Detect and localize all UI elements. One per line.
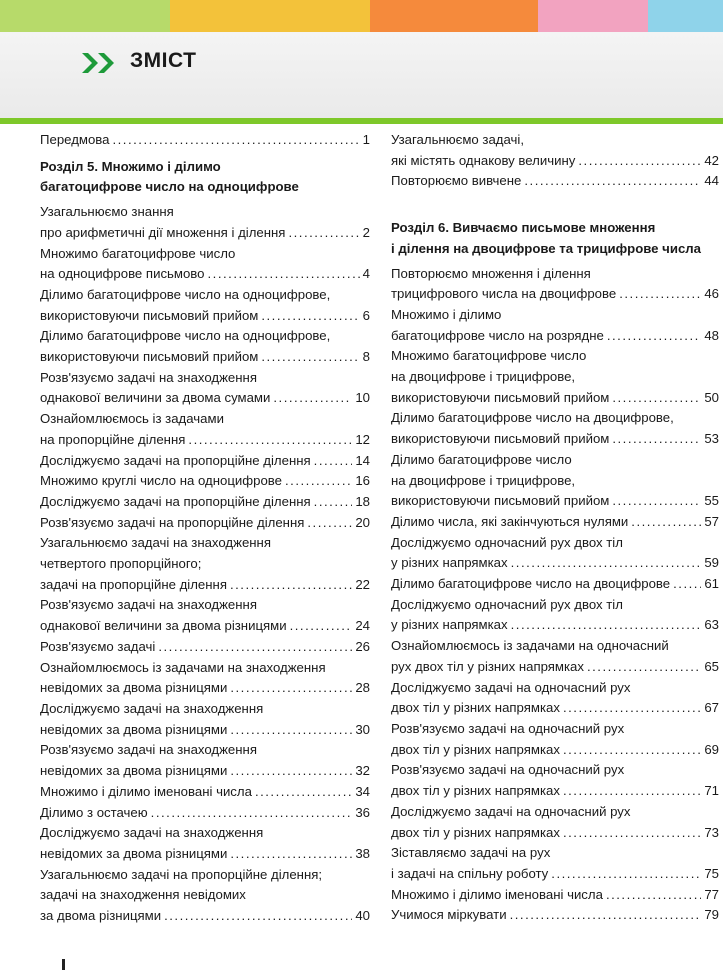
toc-page-number: 65 bbox=[704, 658, 719, 674]
toc-entry[interactable] bbox=[40, 740, 370, 781]
section-heading-line: Розділ 5. Множимо і ділимо bbox=[40, 158, 221, 174]
toc-entry-title: використовуючи письмовий прийом bbox=[391, 389, 610, 405]
toc-entry-title: Досліджуємо задачі на пропорційне ділення bbox=[40, 452, 311, 468]
toc-entry[interactable] bbox=[40, 368, 370, 409]
leader-dots bbox=[563, 823, 701, 844]
toc-entry-title: Досліджуємо задачі на знаходження bbox=[40, 700, 264, 716]
leader-dots bbox=[164, 906, 352, 927]
toc-page-number: 14 bbox=[355, 452, 370, 468]
leader-dots bbox=[563, 781, 701, 802]
toc-entry[interactable] bbox=[391, 678, 719, 719]
toc-entry-title: використовуючи письмовий прийом bbox=[391, 431, 610, 447]
leader-dots bbox=[612, 429, 701, 450]
toc-entry-title: Ознайомлюємось із задачами bbox=[40, 411, 224, 427]
leader-dots bbox=[188, 430, 352, 451]
toc-entry-title: за двома різницями bbox=[40, 908, 162, 924]
toc-entry-title: Розв'язуємо задачі на знаходження bbox=[40, 742, 257, 758]
header-divider bbox=[0, 118, 723, 124]
toc-entry-title: Розв'язуємо задачі bbox=[40, 638, 156, 654]
toc-entry-title: Передмова bbox=[40, 132, 110, 147]
toc-page-number: 50 bbox=[704, 389, 719, 405]
toc-entry-title: двох тіл у різних напрямках bbox=[391, 783, 560, 799]
leader-dots bbox=[606, 885, 701, 906]
toc-page-number: 6 bbox=[362, 307, 370, 323]
leader-dots bbox=[563, 740, 701, 761]
toc-page-number: 48 bbox=[704, 327, 719, 343]
toc-entry-title: однакової величини за двома різницями bbox=[40, 618, 287, 634]
leader-dots bbox=[314, 492, 353, 513]
toc-entry-title: Узагальнюємо задачі на знаходження bbox=[40, 535, 271, 551]
leader-dots bbox=[230, 844, 352, 865]
toc-entry[interactable] bbox=[40, 782, 370, 803]
leader-dots bbox=[631, 512, 701, 533]
leader-dots bbox=[158, 637, 352, 658]
leader-dots bbox=[612, 491, 701, 512]
toc-entry[interactable] bbox=[391, 264, 719, 305]
toc-entry[interactable] bbox=[40, 823, 370, 864]
leader-dots bbox=[612, 388, 701, 409]
toc-page-number: 24 bbox=[355, 618, 370, 634]
toc-entry-title: однакової величини за двома сумами bbox=[40, 390, 271, 406]
toc-entry-title: Ділимо багатоцифрове число bbox=[391, 451, 572, 467]
toc-entry-title: Ознайомлюємось із задачами на знаходження bbox=[40, 659, 326, 675]
toc-page-number: 77 bbox=[704, 886, 719, 902]
toc-entry-title: Узагальнюємо задачі, bbox=[391, 132, 524, 147]
toc-entry-title: Узагальнюємо задачі на пропорційне ділення; bbox=[40, 866, 323, 882]
toc-entry-title: двох тіл у різних напрямках bbox=[391, 700, 560, 716]
toc-entry[interactable] bbox=[40, 451, 370, 472]
top-color-stripe bbox=[0, 0, 723, 32]
toc-page-number: 30 bbox=[355, 721, 370, 737]
toc-entry-title: Повторюємо множення і ділення bbox=[391, 265, 591, 281]
toc-entry[interactable] bbox=[40, 513, 370, 534]
toc-entry-title: Розв'язуємо задачі на знаходження bbox=[40, 369, 257, 385]
toc-entry-title: використовуючи письмовий прийом bbox=[40, 307, 259, 323]
toc-entry[interactable] bbox=[391, 533, 719, 574]
toc-page-number: 8 bbox=[362, 349, 370, 365]
section-heading bbox=[40, 157, 370, 198]
toc-entry-title: невідомих за двома різницями bbox=[40, 763, 228, 779]
toc-page-number: 44 bbox=[704, 173, 719, 189]
toc-entry-title: у різних напрямках bbox=[391, 617, 508, 633]
toc-page-number: 57 bbox=[704, 513, 719, 529]
toc-entry-title: на пропорційне ділення bbox=[40, 431, 186, 447]
header-band bbox=[0, 32, 723, 118]
toc-page-number: 71 bbox=[704, 783, 719, 799]
toc-page-number: 22 bbox=[355, 576, 370, 592]
toc-entry[interactable] bbox=[391, 171, 719, 192]
toc-entry-title: двох тіл у різних напрямках bbox=[391, 741, 560, 757]
toc-entry-title: Повторюємо вивчене bbox=[391, 173, 522, 189]
toc-entry-title: на двоцифрове і трицифрове, bbox=[391, 472, 576, 488]
toc-entry-title: Множимо круглі число на одноцифрове bbox=[40, 473, 283, 489]
toc-page-number: 53 bbox=[704, 431, 719, 447]
toc-entry-title: Досліджуємо одночасний рух двох тіл bbox=[391, 596, 623, 612]
toc-entry[interactable] bbox=[40, 699, 370, 740]
toc-entry[interactable] bbox=[40, 130, 370, 151]
toc-entry-title: Учимося міркувати bbox=[391, 907, 507, 923]
toc-page-number: 63 bbox=[704, 617, 719, 633]
double-chevron-icon bbox=[80, 51, 120, 75]
toc-page-number: 79 bbox=[704, 907, 719, 923]
leader-dots bbox=[511, 615, 702, 636]
toc-entry-title: трицифрового числа на двоцифрове bbox=[391, 286, 617, 302]
toc-page-number: 28 bbox=[355, 680, 370, 696]
toc-entry-title: Узагальнюємо знання bbox=[40, 204, 174, 220]
toc-page-number: 36 bbox=[355, 804, 370, 820]
toc-entry-title: четвертого пропорційного; bbox=[40, 556, 202, 572]
toc-entry-title: Ділимо числа, які закінчуються нулями bbox=[391, 513, 629, 529]
stripe-segment bbox=[538, 0, 648, 32]
toc-page-number: 42 bbox=[704, 152, 719, 168]
toc-entry-title: Ознайомлюємось із задачами на одночасний bbox=[391, 638, 669, 654]
toc-page-number: 46 bbox=[704, 286, 719, 302]
toc-entry-title: які містять однакову величину bbox=[391, 152, 576, 168]
toc-entry-title: Розв'язуємо задачі на знаходження bbox=[40, 597, 257, 613]
toc-entry-title: у різних напрямках bbox=[391, 555, 508, 571]
leader-dots bbox=[673, 574, 701, 595]
toc-entry[interactable] bbox=[391, 408, 719, 449]
toc-entry-title: Досліджуємо задачі на знаходження bbox=[40, 825, 264, 841]
toc-entry[interactable] bbox=[40, 492, 370, 513]
toc-page-number: 4 bbox=[362, 266, 370, 282]
toc-entry-title: Множимо багатоцифрове число bbox=[391, 348, 587, 364]
toc-entry-title: Множимо і ділимо bbox=[391, 306, 502, 322]
toc-entry[interactable] bbox=[391, 574, 719, 595]
toc-entry-title: Досліджуємо задачі на одночасний рух bbox=[391, 803, 631, 819]
toc-entry[interactable] bbox=[391, 305, 719, 346]
toc-page-number: 34 bbox=[355, 783, 370, 799]
toc-entry[interactable] bbox=[391, 843, 719, 884]
toc-entry-title: Розв'язуємо задачі на пропорційне ділення bbox=[40, 514, 305, 530]
leader-dots bbox=[261, 306, 359, 327]
leader-dots bbox=[563, 698, 701, 719]
toc-entry[interactable] bbox=[391, 450, 719, 512]
leader-dots bbox=[290, 616, 353, 637]
toc-page-number: 26 bbox=[355, 638, 370, 654]
toc-entry-title: Ділимо багатоцифрове число на одноцифрове, bbox=[40, 286, 331, 302]
toc-entry-title: Ділимо з остачею bbox=[40, 804, 148, 820]
toc-column-right bbox=[391, 130, 719, 926]
toc-page-number: 61 bbox=[704, 576, 719, 592]
toc-entry[interactable] bbox=[40, 202, 370, 243]
toc-entry-title: невідомих за двома різницями bbox=[40, 845, 228, 861]
toc-entry[interactable] bbox=[40, 326, 370, 367]
leader-dots bbox=[151, 803, 353, 824]
toc-entry[interactable] bbox=[40, 285, 370, 326]
toc-entry[interactable] bbox=[40, 471, 370, 492]
toc-page-number: 32 bbox=[355, 763, 370, 779]
toc-entry-title: Ділимо багатоцифрове число на двоцифрове, bbox=[391, 410, 674, 426]
toc-entry[interactable] bbox=[391, 512, 719, 533]
toc-entry-title: Множимо і ділимо іменовані числа bbox=[40, 783, 252, 799]
leader-dots bbox=[230, 761, 352, 782]
toc-entry[interactable] bbox=[40, 865, 370, 927]
page-edge-mark bbox=[62, 959, 65, 970]
toc-entry-title: рух двох тіл у різних напрямках bbox=[391, 658, 584, 674]
toc-entry-title: про арифметичні дії множення і ділення bbox=[40, 224, 286, 240]
toc-entry-title: задачі на пропорційне ділення bbox=[40, 576, 227, 592]
toc-entry-title: Множимо багатоцифрове число bbox=[40, 245, 236, 261]
leader-dots bbox=[524, 171, 701, 192]
leader-dots bbox=[607, 326, 702, 347]
toc-entry[interactable] bbox=[391, 130, 719, 171]
stripe-segment bbox=[170, 0, 370, 32]
leader-dots bbox=[285, 471, 352, 492]
toc-page-number: 12 bbox=[355, 431, 370, 447]
toc-entry[interactable] bbox=[391, 636, 719, 677]
leader-dots bbox=[273, 388, 352, 409]
stripe-segment bbox=[0, 0, 170, 32]
leader-dots bbox=[230, 575, 352, 596]
section-spacer bbox=[391, 192, 719, 212]
leader-dots bbox=[551, 864, 701, 885]
toc-entry[interactable] bbox=[391, 802, 719, 843]
leader-dots bbox=[511, 553, 702, 574]
toc-page-number: 67 bbox=[704, 700, 719, 716]
toc-page-number: 59 bbox=[704, 555, 719, 571]
toc-page-number: 20 bbox=[355, 514, 370, 530]
toc-entry[interactable] bbox=[40, 244, 370, 285]
toc-page-number: 69 bbox=[704, 741, 719, 757]
toc-entry-title: багатоцифрове число на розрядне bbox=[391, 327, 604, 343]
toc-entry[interactable] bbox=[391, 760, 719, 801]
toc-entry-title: на одноцифрове письмово bbox=[40, 266, 205, 282]
leader-dots bbox=[587, 657, 701, 678]
toc-entry-title: Ділимо багатоцифрове число на двоцифрове bbox=[391, 576, 671, 592]
toc-page-number: 55 bbox=[704, 493, 719, 509]
leader-dots bbox=[619, 284, 701, 305]
toc-page-number: 40 bbox=[355, 908, 370, 924]
toc-entry-title: невідомих за двома різницями bbox=[40, 680, 228, 696]
toc-page-number: 16 bbox=[355, 473, 370, 489]
toc-entry[interactable] bbox=[40, 637, 370, 658]
toc-entry-title: невідомих за двома різницями bbox=[40, 721, 228, 737]
toc-column-left bbox=[40, 130, 370, 927]
toc-entry[interactable] bbox=[391, 885, 719, 906]
toc-page-number: 75 bbox=[704, 865, 719, 881]
leader-dots bbox=[510, 905, 702, 926]
leader-dots bbox=[230, 720, 352, 741]
leader-dots bbox=[112, 130, 359, 151]
toc-entry-title: двох тіл у різних напрямках bbox=[391, 824, 560, 840]
toc-page-number: 38 bbox=[355, 845, 370, 861]
toc-page-number: 1 bbox=[362, 132, 370, 147]
toc-entry-title: Розв'язуємо задачі на одночасний рух bbox=[391, 720, 625, 736]
toc-entry[interactable] bbox=[391, 595, 719, 636]
section-heading-line: багатоцифрове число на одноцифрове bbox=[40, 179, 299, 195]
toc-entry-title: Досліджуємо одночасний рух двох тіл bbox=[391, 534, 623, 550]
leader-dots bbox=[261, 347, 359, 368]
toc-entry-title: Ділимо багатоцифрове число на одноцифрове, bbox=[40, 328, 331, 344]
leader-dots bbox=[255, 782, 352, 803]
leader-dots bbox=[314, 451, 353, 472]
toc-entry[interactable] bbox=[391, 346, 719, 408]
leader-dots bbox=[208, 264, 360, 285]
section-heading bbox=[391, 218, 719, 259]
leader-dots bbox=[307, 513, 352, 534]
toc-entry[interactable] bbox=[40, 409, 370, 450]
toc-entry-title: Досліджуємо задачі на пропорційне ділення bbox=[40, 493, 311, 509]
toc-entry[interactable] bbox=[391, 905, 719, 926]
toc-entry-title: на двоцифрове і трицифрове, bbox=[391, 369, 576, 385]
toc-entry-title: і задачі на спільну роботу bbox=[391, 865, 549, 881]
toc-entry-title: Зіставляємо задачі на рух bbox=[391, 845, 551, 861]
toc-entry-title: використовуючи письмовий прийом bbox=[391, 493, 610, 509]
leader-dots bbox=[578, 151, 701, 172]
section-heading-line: і ділення на двоцифрове та трицифрове числа bbox=[391, 240, 701, 256]
toc-page-number: 10 bbox=[355, 390, 370, 406]
section-heading-line: Розділ 6. Вивчаємо письмове множення bbox=[391, 220, 656, 236]
toc-entry[interactable] bbox=[40, 595, 370, 636]
toc-entry-title: використовуючи письмовий прийом bbox=[40, 349, 259, 365]
toc-entry[interactable] bbox=[391, 719, 719, 760]
toc-page-number: 73 bbox=[704, 824, 719, 840]
toc-entry-title: задачі на знаходження невідомих bbox=[40, 887, 246, 903]
leader-dots bbox=[288, 223, 359, 244]
leader-dots bbox=[230, 678, 352, 699]
toc-entry-title: Досліджуємо задачі на одночасний рух bbox=[391, 679, 631, 695]
toc-entry-title: Множимо і ділимо іменовані числа bbox=[391, 886, 603, 902]
toc-page-number: 2 bbox=[362, 224, 370, 240]
toc-entry[interactable] bbox=[40, 658, 370, 699]
stripe-segment bbox=[648, 0, 723, 32]
toc-entry-title: Розв'язуємо задачі на одночасний рух bbox=[391, 762, 625, 778]
toc-entry[interactable] bbox=[40, 803, 370, 824]
stripe-segment bbox=[370, 0, 538, 32]
toc-entry[interactable] bbox=[40, 533, 370, 595]
toc-page-number: 18 bbox=[355, 493, 370, 509]
page-title: ЗМІСТ bbox=[130, 49, 197, 72]
